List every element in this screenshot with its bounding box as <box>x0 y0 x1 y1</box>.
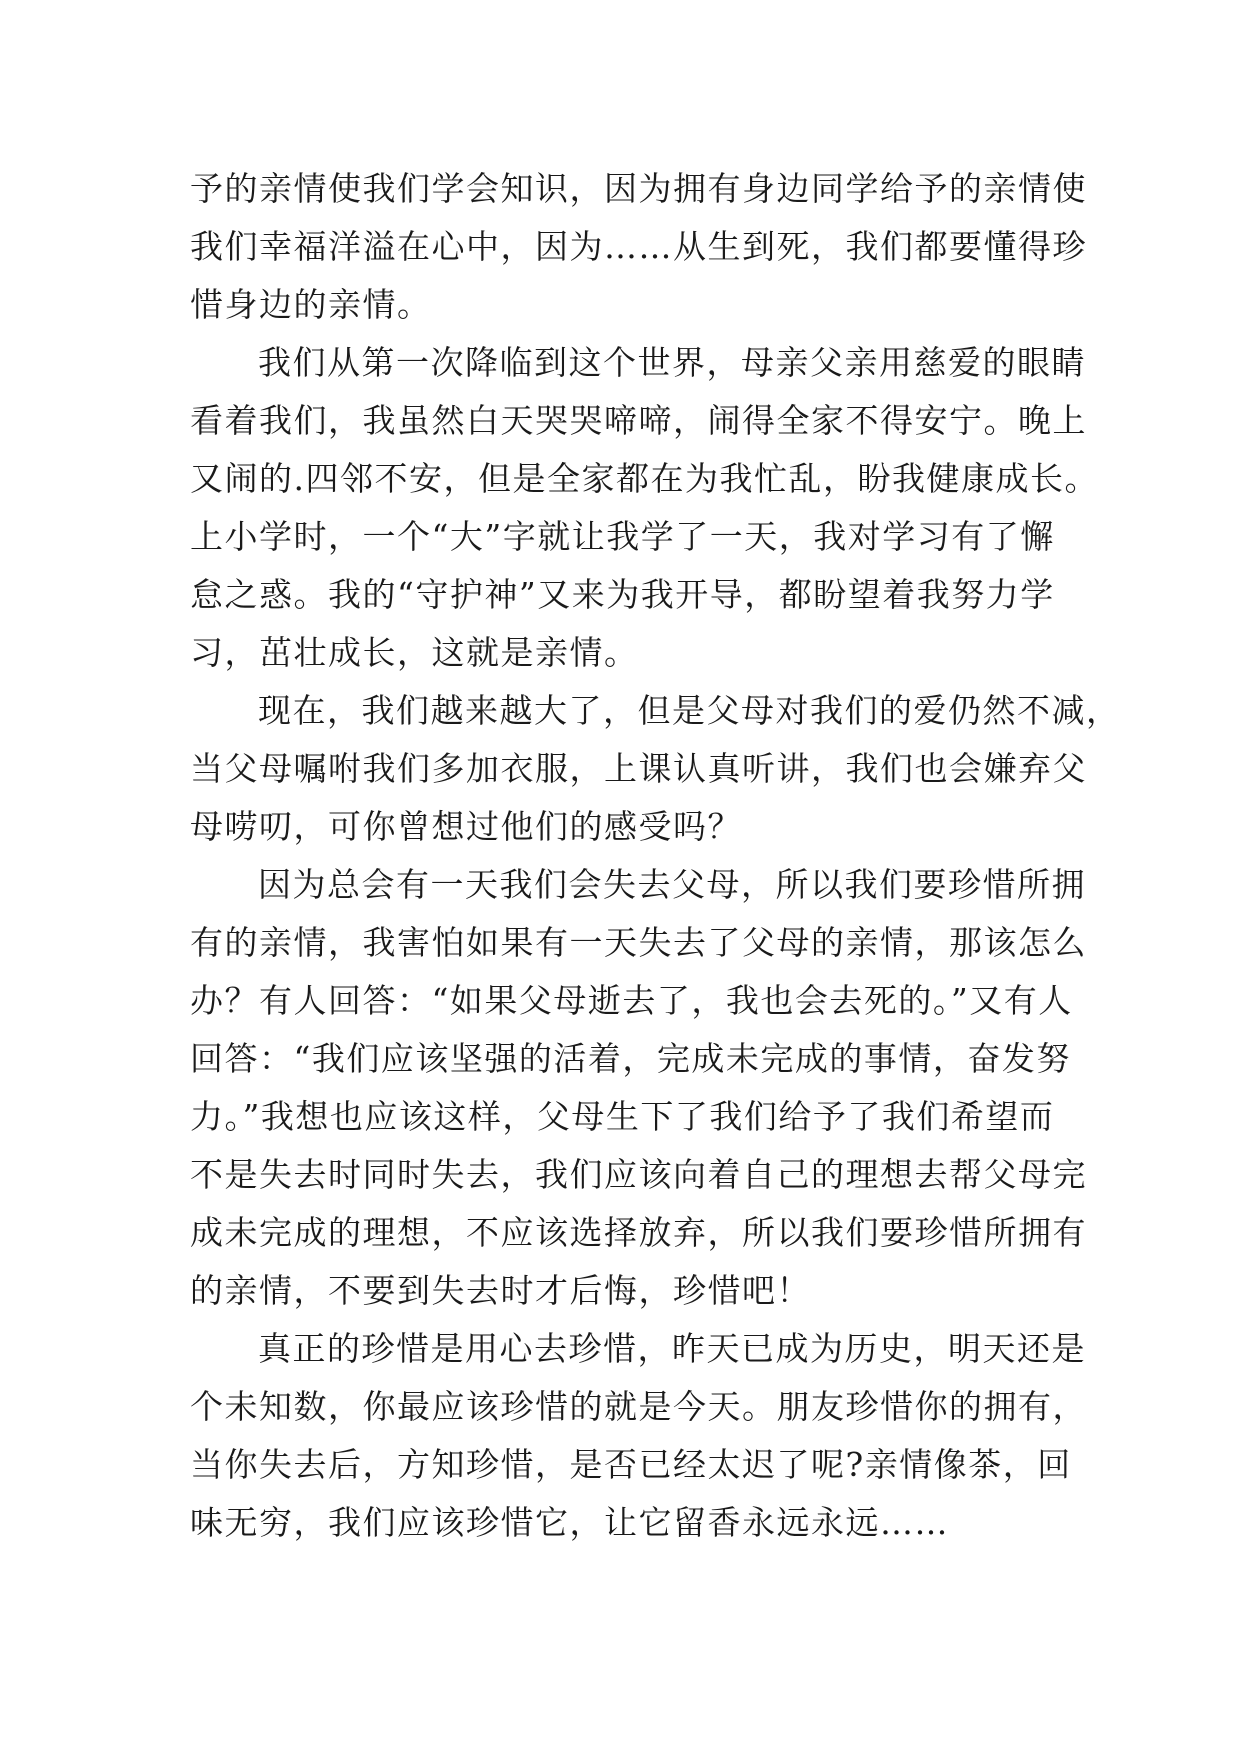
text-line: 惜身边的亲情。 <box>190 285 432 324</box>
text-line: 味无穷，我们应该珍惜它，让它留香永远永远…… <box>190 1503 949 1542</box>
text-line: 看着我们，我虽然白天哭哭啼啼，闹得全家不得安宁。晚上 <box>190 401 1087 440</box>
text-line: 予的亲情使我们学会知识，因为拥有身边同学给予的亲情使 <box>190 169 1087 208</box>
paragraph <box>190 1320 1087 1552</box>
paragraph <box>190 682 1121 856</box>
text-line: 我们从第一次降临到这个世界，母亲父亲用慈爱的眼睛 <box>258 343 1086 382</box>
paragraph <box>190 856 1087 1320</box>
text-line: 力。”我想也应该这样，父母生下了我们给予了我们希望而 <box>190 1097 1055 1136</box>
paragraph <box>190 160 1087 334</box>
text-line: 有的亲情，我害怕如果有一天失去了父母的亲情，那该怎么 <box>190 923 1087 962</box>
text-line: 不是失去时同时失去，我们应该向着自己的理想去帮父母完 <box>190 1155 1087 1194</box>
text-line: 怠之惑。我的“守护神”又来为我开导，都盼望着我努力学 <box>190 575 1055 614</box>
text-line: 习，茁壮成长，这就是亲情。 <box>190 633 639 672</box>
text-line: 个未知数，你最应该珍惜的就是今天。朋友珍惜你的拥有， <box>190 1387 1087 1426</box>
text-line: 又闹的.四邻不安，但是全家都在为我忙乱，盼我健康成长。 <box>190 459 1099 498</box>
text-line: 成未完成的理想，不应该选择放弃，所以我们要珍惜所拥有 <box>190 1213 1087 1252</box>
text-line: 现在，我们越来越大了，但是父母对我们的爱仍然不减， <box>258 691 1121 730</box>
text-line: 当你失去后，方知珍惜，是否已经太迟了呢?亲情像茶，回 <box>190 1445 1072 1484</box>
text-line: 母唠叨，可你曾想过他们的感受吗？ <box>190 807 742 846</box>
text-line: 回答：“我们应该坚强的活着，完成未完成的事情，奋发努 <box>190 1039 1071 1078</box>
text-line: 上小学时，一个“大”字就让我学了一天，我对学习有了懈 <box>190 517 1055 556</box>
text-line: 办？有人回答：“如果父母逝去了，我也会去死的。”又有人 <box>190 981 1073 1020</box>
document-body <box>190 160 1121 1552</box>
text-line: 真正的珍惜是用心去珍惜，昨天已成为历史，明天还是 <box>258 1329 1086 1368</box>
paragraph <box>190 334 1099 682</box>
text-line: 我们幸福洋溢在心中，因为……从生到死，我们都要懂得珍 <box>190 227 1087 266</box>
text-line: 的亲情，不要到失去时才后悔，珍惜吧！ <box>190 1271 811 1310</box>
text-line: 当父母嘱咐我们多加衣服，上课认真听讲，我们也会嫌弃父 <box>190 749 1087 788</box>
text-line: 因为总会有一天我们会失去父母，所以我们要珍惜所拥 <box>258 865 1086 904</box>
